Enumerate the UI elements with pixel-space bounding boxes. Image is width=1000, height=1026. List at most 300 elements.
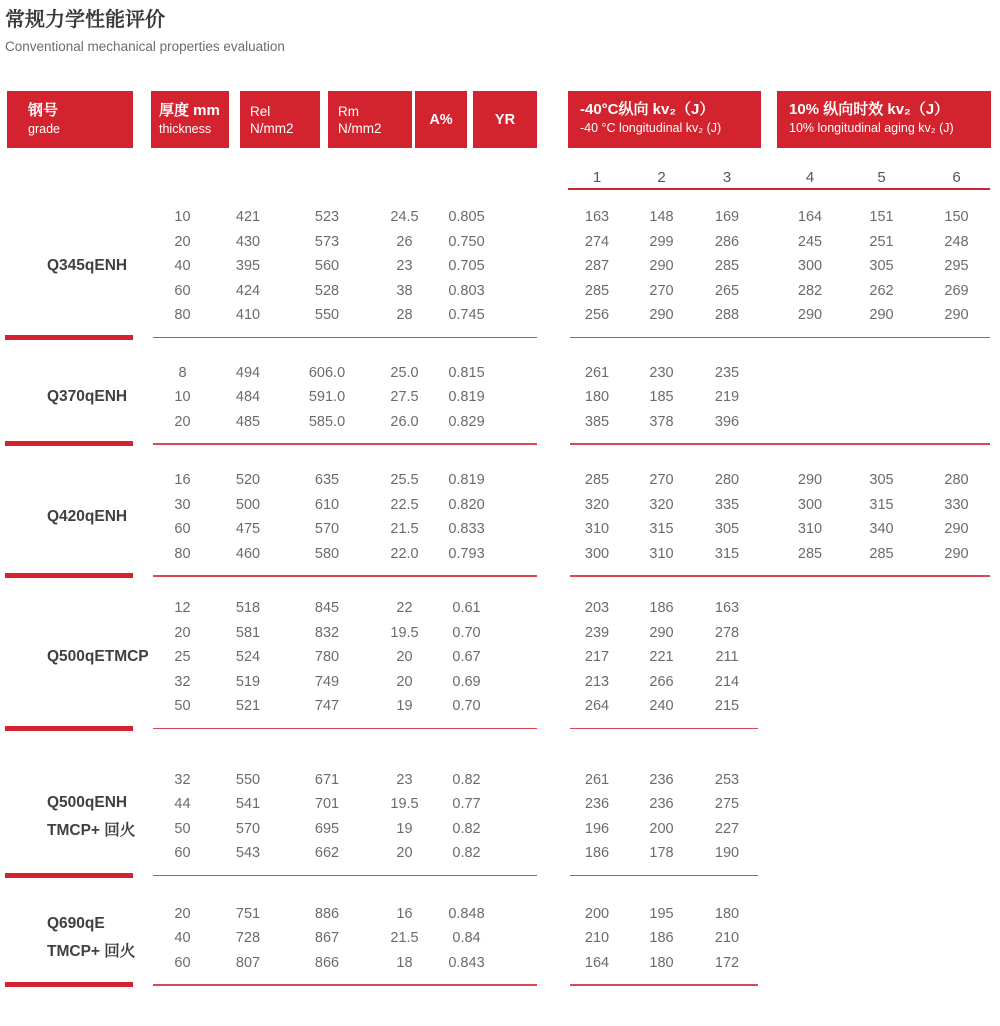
gap — [760, 361, 775, 386]
cell-a-percent: 27.5 — [390, 389, 419, 405]
cell-thickness: 8 — [178, 364, 187, 381]
cell-rm: 671 — [314, 771, 340, 788]
cell-kv-5 — [845, 621, 918, 646]
cell-a-percent: 28 — [396, 307, 413, 323]
cell-kv-2: 266 — [649, 673, 674, 690]
table-row — [5, 205, 995, 230]
cell-kv-5: 262 — [869, 282, 894, 299]
cell-kv-3: 396 — [714, 413, 740, 430]
cell-thickness: 25 — [174, 649, 191, 665]
cell-kv-6 — [918, 670, 995, 695]
cell-yr: 0.843 — [448, 954, 485, 971]
header-rel — [240, 91, 320, 148]
table-row — [5, 817, 995, 842]
page-subtitle: Conventional mechanical properties evaluation — [5, 39, 285, 54]
grade-group — [5, 468, 995, 578]
cell-kv-5 — [845, 817, 918, 842]
cell-rm: 780 — [314, 649, 340, 665]
cell-kv-1: 274 — [584, 233, 610, 250]
cell-thickness: 40 — [174, 930, 191, 946]
cell-kv-4 — [775, 670, 845, 695]
grade-name-line: Q370qENH — [47, 388, 128, 406]
cell-yr: 0.67 — [452, 649, 481, 665]
cell-kv-1: 385 — [584, 413, 610, 430]
cell-kv-2: 236 — [649, 796, 674, 812]
cell-kv-2: 230 — [649, 364, 674, 381]
grade-underline-bar — [5, 335, 133, 340]
group-separator — [5, 335, 995, 340]
cell-a-percent: 16 — [396, 905, 413, 922]
cell-kv-2: 315 — [649, 521, 674, 537]
table-row — [5, 902, 995, 927]
cell-rel: 524 — [235, 649, 261, 665]
cell-kv-5: 340 — [869, 521, 894, 537]
cell-kv-3: 227 — [714, 820, 740, 837]
cell-yr: 0.77 — [452, 796, 481, 812]
cell-kv-4: 245 — [797, 233, 823, 250]
cell-kv-4: 290 — [797, 307, 823, 323]
header-rel-line2: N/mm2 — [250, 121, 294, 136]
cell-kv-6: 290 — [944, 307, 969, 323]
cell-kv-2: 195 — [649, 905, 674, 922]
cell-kv-2: 186 — [649, 930, 674, 946]
cell-kv-6: 248 — [944, 233, 969, 250]
cell-thickness: 60 — [174, 282, 191, 299]
cell-kv-5: 290 — [869, 307, 894, 323]
cell-kv-4 — [775, 902, 845, 927]
cell-rm: 662 — [314, 845, 340, 861]
gap — [760, 517, 775, 542]
grade-underline-bar — [5, 873, 133, 878]
table-row — [5, 468, 995, 493]
gap — [497, 385, 565, 410]
cell-rm: 695 — [314, 820, 340, 837]
gap — [760, 205, 775, 230]
cell-kv-4 — [775, 768, 845, 793]
cell-kv-5 — [845, 951, 918, 976]
cell-kv-3: 210 — [714, 930, 740, 946]
header-a-percent-label: A% — [429, 111, 453, 128]
cell-rm: 573 — [314, 233, 340, 250]
cell-kv-4 — [775, 926, 845, 951]
cell-kv-1: 164 — [584, 954, 610, 971]
cell-kv-3: 305 — [714, 521, 740, 537]
cell-kv-5: 151 — [869, 209, 894, 225]
cell-yr: 0.69 — [452, 673, 481, 690]
cell-kv-3: 214 — [714, 673, 740, 690]
cell-a-percent: 22.0 — [390, 545, 419, 562]
cell-kv-1: 210 — [584, 930, 610, 946]
cell-kv-3: 172 — [714, 954, 740, 971]
cell-a-percent: 22 — [396, 600, 413, 616]
gap — [760, 254, 775, 279]
cell-a-percent: 21.5 — [390, 521, 419, 537]
cell-kv-6: 295 — [944, 258, 969, 274]
cell-kv-6 — [918, 817, 995, 842]
cell-a-percent: 26 — [396, 233, 413, 250]
right-separator-line — [570, 443, 990, 445]
grade-group — [5, 768, 995, 878]
grade-name — [47, 468, 127, 566]
cell-kv-3: 280 — [714, 472, 740, 488]
table-row — [5, 517, 995, 542]
cell-kv-3: 215 — [714, 698, 740, 714]
sample-number-3: 3 — [722, 169, 732, 186]
cell-a-percent: 21.5 — [390, 930, 419, 946]
cell-kv-4 — [775, 694, 845, 719]
right-separator-line — [570, 984, 758, 986]
cell-kv-1: 261 — [584, 771, 610, 788]
cell-kv-3: 285 — [714, 258, 740, 274]
cell-thickness: 20 — [174, 413, 191, 430]
gap — [760, 303, 775, 328]
cell-yr: 0.815 — [448, 364, 485, 381]
cell-kv-3: 278 — [714, 624, 740, 641]
cell-kv-1: 180 — [584, 389, 610, 405]
cell-yr: 0.820 — [448, 496, 485, 513]
gap — [760, 768, 775, 793]
cell-thickness: 12 — [174, 600, 191, 616]
gap — [497, 951, 565, 976]
cell-kv-1: 217 — [584, 649, 610, 665]
cell-yr: 0.750 — [448, 233, 485, 250]
cell-rel: 518 — [235, 600, 261, 616]
cell-kv-3: 288 — [714, 307, 740, 323]
cell-rm: 845 — [314, 600, 340, 616]
gap — [497, 517, 565, 542]
cell-yr: 0.848 — [448, 905, 485, 922]
right-separator-line — [570, 875, 758, 877]
cell-kv-3: 180 — [714, 905, 740, 922]
header-rm-line2: N/mm2 — [338, 121, 382, 136]
cell-kv-5 — [845, 768, 918, 793]
cell-kv-1: 239 — [584, 624, 610, 641]
cell-yr: 0.70 — [452, 624, 481, 641]
cell-thickness: 40 — [174, 258, 191, 274]
cell-rel: 500 — [235, 496, 261, 513]
grade-name — [47, 205, 127, 328]
cell-yr: 0.833 — [448, 521, 485, 537]
cell-kv-3: 190 — [714, 845, 740, 861]
grade-group — [5, 205, 995, 340]
gap — [760, 279, 775, 304]
cell-kv-1: 213 — [584, 673, 610, 690]
grade-underline-bar — [5, 982, 133, 987]
cell-rm: 591.0 — [308, 389, 346, 405]
table-row — [5, 951, 995, 976]
cell-kv-5 — [845, 926, 918, 951]
cell-thickness: 20 — [174, 905, 191, 922]
cell-yr: 0.82 — [452, 845, 481, 861]
cell-thickness: 50 — [174, 820, 191, 837]
table-row — [5, 768, 995, 793]
gap — [760, 792, 775, 817]
grade-name-line: Q690qE — [47, 915, 105, 933]
gap — [497, 596, 565, 621]
cell-kv-2: 270 — [649, 472, 674, 488]
cell-kv-6 — [918, 902, 995, 927]
header-yr-label: YR — [494, 111, 516, 128]
gap — [760, 902, 775, 927]
cell-kv-2: 240 — [649, 698, 674, 714]
cell-rel: 475 — [235, 521, 261, 537]
cell-kv-4 — [775, 410, 845, 435]
gap — [497, 792, 565, 817]
cell-kv-4: 300 — [797, 496, 823, 513]
gap — [497, 542, 565, 567]
cell-kv-6 — [918, 926, 995, 951]
cell-kv-2: 270 — [649, 282, 674, 299]
left-separator-line — [153, 337, 537, 339]
cell-yr: 0.803 — [448, 282, 485, 299]
table-row — [5, 303, 995, 328]
cell-kv-2: 185 — [649, 389, 674, 405]
cell-kv-6 — [918, 361, 995, 386]
cell-thickness: 60 — [174, 845, 191, 861]
cell-rm: 866 — [314, 954, 340, 971]
cell-rm: 749 — [314, 673, 340, 690]
cell-a-percent: 18 — [396, 954, 413, 971]
cell-kv-5: 285 — [869, 545, 894, 562]
cell-kv-2: 299 — [649, 233, 674, 250]
header-yr — [473, 91, 537, 148]
header-kv-aging-zh: 10% 纵向时效 kv₂（J） — [789, 101, 950, 118]
cell-kv-1: 186 — [584, 845, 610, 861]
gap — [497, 468, 565, 493]
sample-number-6: 6 — [952, 169, 961, 186]
grade-group — [5, 902, 995, 988]
cell-rm: 606.0 — [308, 364, 346, 381]
cell-thickness: 16 — [174, 472, 191, 488]
cell-kv-4: 285 — [797, 545, 823, 562]
grade-underline-bar — [5, 573, 133, 578]
cell-thickness: 80 — [174, 307, 191, 323]
cell-kv-2: 320 — [649, 496, 674, 513]
cell-kv-4: 164 — [797, 209, 823, 225]
cell-kv-6 — [918, 596, 995, 621]
cell-kv-4 — [775, 841, 845, 866]
cell-kv-2: 290 — [649, 307, 674, 323]
cell-kv-1: 285 — [584, 282, 610, 299]
cell-kv-2: 236 — [649, 771, 674, 788]
cell-rm: 832 — [314, 624, 340, 641]
gap — [497, 926, 565, 951]
cell-yr: 0.82 — [452, 820, 481, 837]
cell-kv-6: 290 — [944, 545, 969, 562]
table-row — [5, 385, 995, 410]
cell-kv-5: 251 — [869, 233, 894, 250]
cell-rel: 485 — [235, 413, 261, 430]
cell-yr: 0.819 — [448, 389, 485, 405]
cell-kv-1: 203 — [584, 600, 610, 616]
cell-kv-1: 300 — [584, 545, 610, 562]
gap — [760, 694, 775, 719]
cell-kv-5 — [845, 670, 918, 695]
header-grade-en: grade — [28, 122, 60, 136]
cell-thickness: 10 — [174, 209, 191, 225]
cell-kv-3: 163 — [714, 600, 740, 616]
cell-kv-6 — [918, 410, 995, 435]
cell-kv-6 — [918, 792, 995, 817]
cell-rel: 410 — [235, 307, 261, 323]
cell-kv-6 — [918, 694, 995, 719]
cell-rm: 585.0 — [308, 413, 346, 430]
cell-kv-4: 290 — [797, 472, 823, 488]
cell-rm: 560 — [314, 258, 340, 274]
header-rm-line1: Rm — [338, 104, 359, 119]
cell-kv-1: 256 — [584, 307, 610, 323]
cell-rm: 550 — [314, 307, 340, 323]
grade-name-line: TMCP+ 回火 — [47, 943, 136, 961]
cell-kv-1: 163 — [584, 209, 610, 225]
grade-name — [47, 361, 127, 435]
cell-kv-6 — [918, 768, 995, 793]
cell-kv-6 — [918, 951, 995, 976]
cell-kv-3: 253 — [714, 771, 740, 788]
left-separator-line — [153, 984, 537, 986]
header-thickness — [151, 91, 229, 148]
cell-thickness: 80 — [174, 545, 191, 562]
cell-a-percent: 20 — [396, 649, 413, 665]
table-row — [5, 694, 995, 719]
gap — [760, 230, 775, 255]
cell-kv-3: 286 — [714, 233, 740, 250]
gap — [497, 361, 565, 386]
cell-rel: 519 — [235, 673, 261, 690]
cell-a-percent: 19 — [396, 820, 413, 837]
table-row — [5, 621, 995, 646]
table-row — [5, 230, 995, 255]
cell-kv-3: 335 — [714, 496, 740, 513]
cell-rm: 610 — [314, 496, 340, 513]
cell-thickness: 50 — [174, 698, 191, 714]
grade-underline-bar — [5, 441, 133, 446]
cell-kv-1: 310 — [584, 521, 610, 537]
grade-name — [47, 768, 135, 866]
gap — [760, 493, 775, 518]
gap — [760, 542, 775, 567]
cell-rel: 395 — [235, 258, 261, 274]
cell-kv-3: 169 — [714, 209, 740, 225]
sample-number-row — [5, 148, 995, 190]
cell-thickness: 20 — [174, 624, 191, 641]
gap — [497, 902, 565, 927]
cell-rm: 570 — [314, 521, 340, 537]
table-row — [5, 410, 995, 435]
gap — [497, 303, 565, 328]
cell-yr: 0.829 — [448, 413, 485, 430]
cell-kv-2: 178 — [649, 845, 674, 861]
cell-kv-5: 315 — [869, 496, 894, 513]
cell-thickness: 60 — [174, 954, 191, 971]
gap — [760, 817, 775, 842]
cell-a-percent: 19 — [396, 698, 413, 714]
group-separator — [5, 982, 995, 987]
cell-kv-6: 290 — [944, 521, 969, 537]
cell-rel: 751 — [235, 905, 261, 922]
cell-kv-1: 320 — [584, 496, 610, 513]
table-header — [5, 91, 995, 148]
table-row — [5, 596, 995, 621]
gap — [497, 841, 565, 866]
cell-yr: 0.70 — [452, 698, 481, 714]
cell-kv-2: 290 — [649, 624, 674, 641]
cell-yr: 0.745 — [448, 307, 485, 323]
cell-thickness: 10 — [174, 389, 191, 405]
gap — [760, 385, 775, 410]
cell-kv-2: 200 — [649, 820, 674, 837]
cell-kv-4: 282 — [797, 282, 823, 299]
cell-rel: 581 — [235, 624, 261, 641]
cell-yr: 0.84 — [452, 930, 481, 946]
gap — [497, 621, 565, 646]
cell-kv-5: 305 — [869, 472, 894, 488]
cell-rel: 520 — [235, 472, 261, 488]
group-separator — [5, 573, 995, 578]
cell-yr: 0.819 — [448, 472, 485, 488]
header-grade-zh: 钢号 — [28, 102, 59, 119]
group-separator — [5, 441, 995, 446]
cell-kv-2: 180 — [649, 954, 674, 971]
cell-a-percent: 22.5 — [390, 496, 419, 513]
cell-kv-4 — [775, 596, 845, 621]
right-separator-line — [570, 575, 990, 577]
cell-kv-4: 300 — [797, 258, 823, 274]
gap — [497, 817, 565, 842]
cell-kv-3: 235 — [714, 364, 740, 381]
cell-kv-1: 236 — [584, 796, 610, 812]
cell-kv-6: 269 — [944, 282, 969, 299]
cell-a-percent: 38 — [396, 282, 413, 299]
header-thickness-en: thickness — [159, 122, 212, 136]
cell-kv-4 — [775, 817, 845, 842]
cell-kv-6: 150 — [944, 209, 969, 225]
grade-group — [5, 596, 995, 731]
cell-thickness: 44 — [174, 796, 191, 812]
cell-kv-1: 264 — [584, 698, 610, 714]
sample-number-underline — [568, 188, 990, 190]
cell-kv-4 — [775, 951, 845, 976]
cell-kv-6: 330 — [944, 496, 969, 513]
cell-thickness: 60 — [174, 521, 191, 537]
sample-number-2: 2 — [657, 169, 666, 186]
cell-kv-6 — [918, 645, 995, 670]
cell-rel: 521 — [235, 698, 261, 714]
cell-kv-6 — [918, 385, 995, 410]
cell-a-percent: 24.5 — [390, 209, 419, 225]
cell-kv-4 — [775, 645, 845, 670]
cell-rel: 570 — [235, 820, 261, 837]
header-kv-minus40 — [568, 91, 761, 148]
cell-kv-2: 310 — [649, 545, 674, 562]
sample-number-1: 1 — [592, 169, 602, 186]
gap — [497, 230, 565, 255]
table-row — [5, 493, 995, 518]
left-separator-line — [153, 875, 537, 877]
right-separator-line — [570, 337, 990, 339]
gap — [497, 410, 565, 435]
cell-kv-4 — [775, 361, 845, 386]
cell-kv-4: 310 — [797, 521, 823, 537]
grade-name-line: Q500qETMCP — [47, 648, 149, 666]
gap — [760, 410, 775, 435]
group-separator — [5, 873, 995, 878]
table-row — [5, 542, 995, 567]
header-thickness-zh: 厚度 mm — [159, 102, 220, 119]
gap — [497, 493, 565, 518]
cell-rel: 430 — [235, 233, 261, 250]
cell-rm: 886 — [314, 905, 340, 922]
